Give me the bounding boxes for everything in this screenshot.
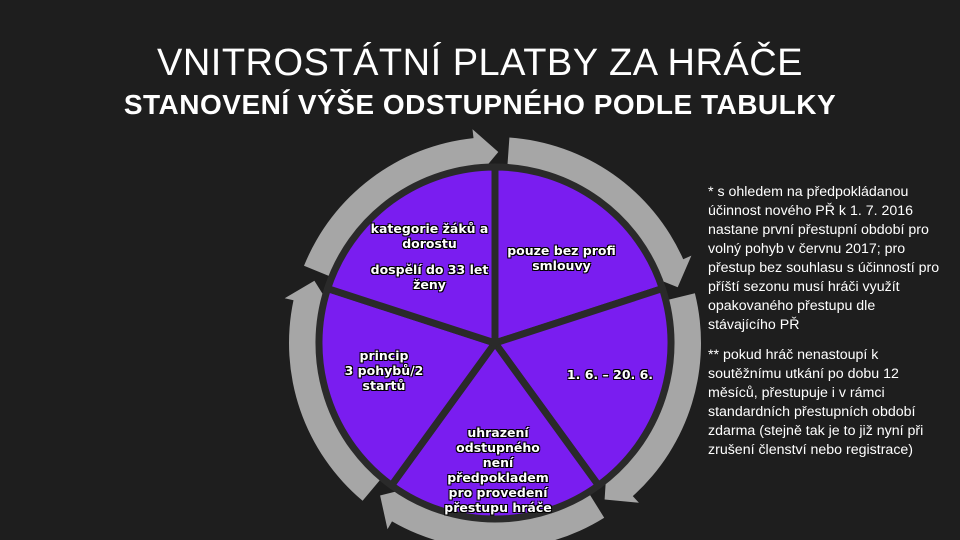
- segment-text-line: 3 pohybů/2: [344, 363, 424, 378]
- footnote-1: * s ohledem na předpokládanou účinnost nového PŘ k 1. 7. 2016 nastane první přestupní období pro volný pohyb v červnu 2017; pro přestup bez souhlasu s účinností pro příští sezonu musí hráči využít opakovaného přestupu dle stávajícího PŘ: [708, 184, 940, 333]
- page-subtitle: STANOVENÍ VÝŠE ODSTUPNÉHO PODLE TABULKY: [123, 89, 837, 120]
- segment-text-line: přestupu hráče: [444, 500, 552, 515]
- segment-text-line: 1. 6. – 20. 6.: [566, 367, 654, 382]
- segment-text-line: pro provedení: [448, 485, 548, 500]
- segment-text-line: dospělí do 33 let: [370, 262, 489, 277]
- footnote-2: ** pokud hráč nenastoupí k soutěžnímu utkání po dobu 12 měsíců, přestupuje i v rámci standardních přestupních období zdarma (stejně tak je to již nyní při zrušení členství nebo registrace): [708, 347, 924, 458]
- page-title: VNITROSTÁTNÍ PLATBY ZA HRÁČE: [156, 42, 804, 84]
- segment-text-line: uhrazení: [467, 425, 529, 440]
- segment-text-line: odstupného: [456, 440, 540, 455]
- segment-text-line: dorostu: [402, 236, 457, 251]
- segment-label-top-left: [362, 221, 497, 292]
- segment-label-left: [334, 348, 434, 393]
- segment-text-line: není: [482, 455, 514, 470]
- segment-text-line: předpokladem: [447, 470, 549, 485]
- segment-text-line: ženy: [413, 277, 446, 292]
- segment-text-line: startů: [362, 378, 406, 393]
- segment-text-line: pouze bez profi: [507, 243, 616, 258]
- segment-text-line: princip: [359, 348, 409, 363]
- segment-text-line: smlouvy: [532, 258, 591, 273]
- segment-label-top-right: [494, 243, 629, 273]
- segment-text-line: kategorie žáků a: [370, 221, 489, 236]
- segment-label-bottom: [443, 425, 553, 515]
- segment-label-right: [555, 367, 665, 382]
